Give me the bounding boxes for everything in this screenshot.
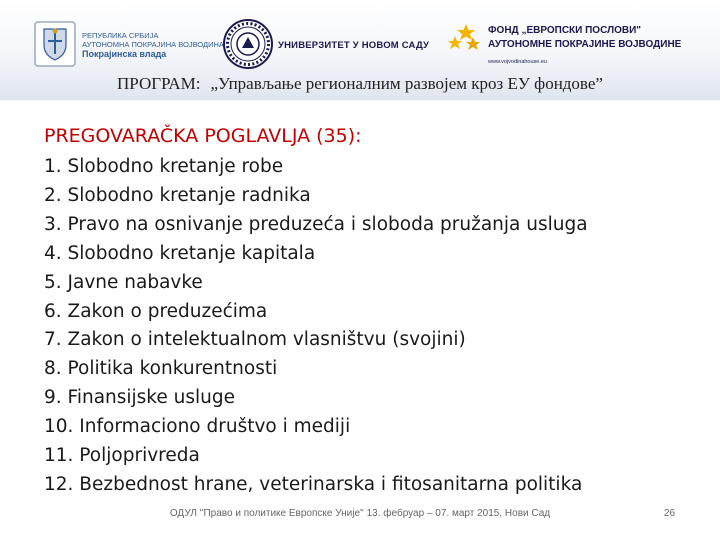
chapter-item: 3. Pravo na osnivanje preduzeća i sloboda pružanja usluga — [44, 213, 588, 235]
fund-website: www.vojvodinahouse.eu — [488, 59, 548, 65]
vojvodina-government-text — [82, 31, 224, 60]
chapter-item: 4. Slobodno kretanje kapitala — [44, 242, 316, 264]
program-name: „Управљање регионалним развојем кроз ЕУ фондове” — [210, 74, 603, 93]
fund-name-line-1: ФОНД „ЕВРОПСКИ ПОСЛОВИ" — [488, 25, 642, 36]
chapter-list — [44, 153, 704, 500]
government-line-1: РЕПУБЛИКА СРБИЈА — [82, 31, 159, 40]
chapter-item: 6. Zakon o preduzećima — [44, 300, 268, 322]
fund-name — [488, 24, 681, 52]
fund-stars-logo-icon — [447, 22, 481, 54]
university-seal-icon — [222, 18, 274, 70]
fund-name-line-2: АУТОНОМНЕ ПОКРАЈИНЕ ВОЈВОДИНЕ — [488, 39, 682, 50]
chapter-item: 12. Bezbednost hrane, veterinarska i fitosanitarna politika — [44, 473, 583, 495]
chapter-item: 11. Poljoprivreda — [44, 445, 200, 467]
slide-footer: ОДУЛ ''Право и политике Европске Уније'' 13. фебруар – 07. март 2015, Нови Сад — [169, 508, 551, 519]
government-name: Покрајинска влада — [82, 49, 167, 59]
slide-content — [44, 119, 704, 500]
chapter-item: 7. Zakon o intelektualnom vlasništvu (svojini) — [44, 329, 466, 351]
page-number: 26 — [664, 508, 676, 519]
government-line-2: АУТОНОМНА ПОКРАЈИНА ВОЈВОДИНА — [82, 40, 224, 49]
chapter-item: 2. Slobodno kretanje radnika — [44, 184, 311, 206]
slide-header — [0, 0, 720, 100]
program-title — [0, 74, 720, 94]
chapter-item: 8. Politika konkurentnosti — [44, 358, 278, 380]
vojvodina-government-emblem-icon — [34, 21, 76, 67]
chapter-item: 5. Javne nabavke — [44, 271, 203, 293]
chapter-item: 1. Slobodno kretanje robe — [44, 156, 284, 177]
slide-title: PREGOVARAČKA POGLAVLJA (35): — [44, 125, 362, 147]
chapter-item: 10. Informaciono društvo i mediji — [44, 416, 351, 438]
chapter-item: 9. Finansijske usluge — [44, 387, 235, 409]
program-label: ПРОГРАМ: — [117, 74, 201, 93]
university-name: УНИВЕРЗИТЕТ У НОВОМ САДУ — [278, 40, 430, 51]
